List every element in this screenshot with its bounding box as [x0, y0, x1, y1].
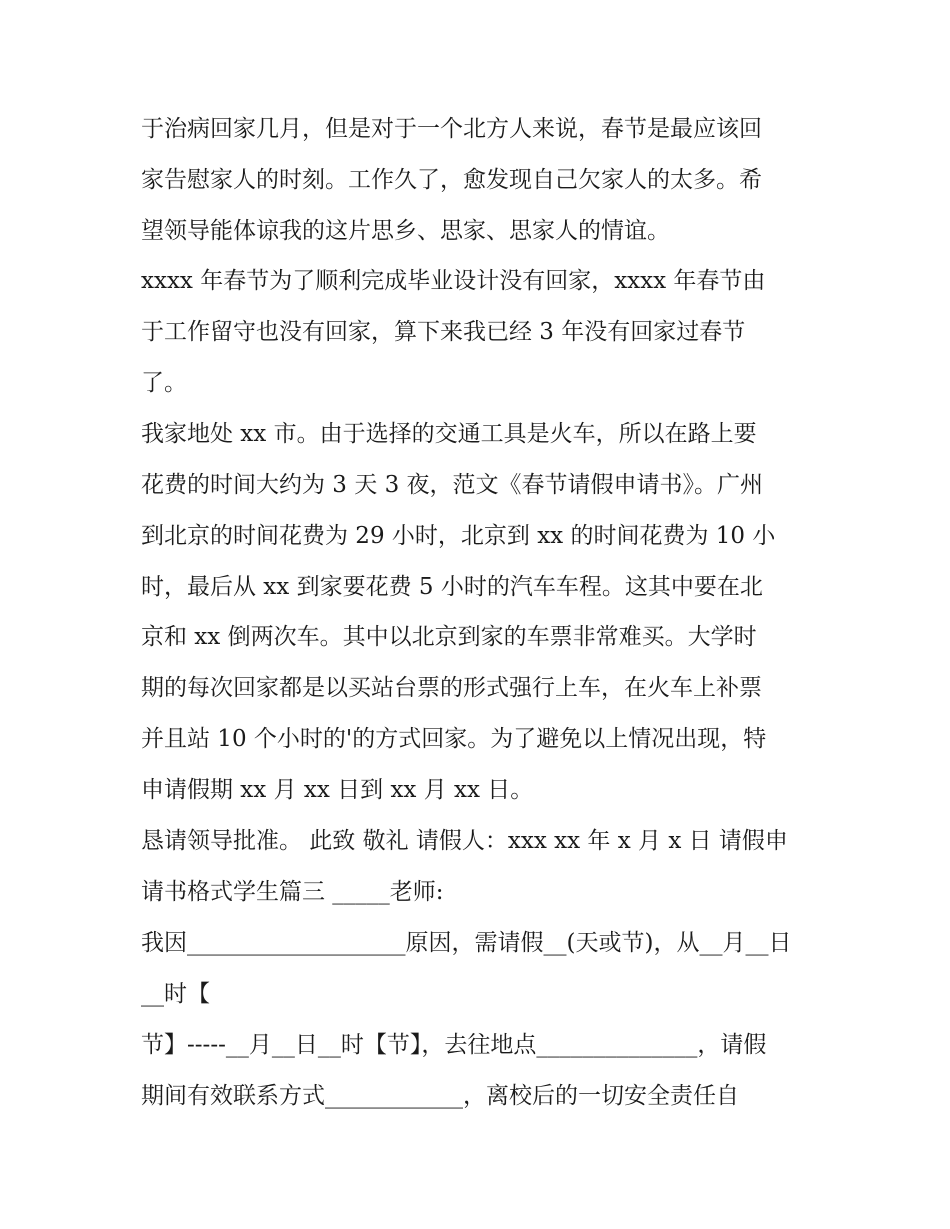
- text-line: 期的每次回家都是以买站台票的形式强行上车，在火车上补票: [141, 675, 762, 701]
- text-line: __时【: [141, 981, 210, 1007]
- text-line: 于治病回家几月，但是对于一个北方人来说，春节是最应该回: [141, 116, 762, 142]
- text-line: 家告慰家人的时刻。工作久了，愈发现自己欠家人的太多。希: [141, 167, 762, 193]
- text-line: 时，最后从 xx 到家要花费 5 小时的汽车车程。这其中要在北: [141, 574, 763, 600]
- text-line: 花费的时间大约为 3 天 3 夜，范文《春节请假申请书》。广州: [141, 472, 764, 498]
- text-line: 了。: [141, 370, 187, 396]
- text-line: 申请假期 xx 月 xx 日到 xx 月 xx 日。: [141, 777, 534, 803]
- text-line: 我家地处 xx 市。由于选择的交通工具是火车，所以在路上要: [141, 421, 757, 447]
- text-line: 我因___________________原因，需请假__(天或节)，从__月__日: [141, 930, 792, 956]
- text-line: 京和 xx 倒两次车。其中以北京到家的车票非常难买。大学时: [141, 624, 757, 650]
- text-line: 期间有效联系方式____________，离校后的一切安全责任自: [141, 1083, 739, 1109]
- text-line: 节】-----__月__日__时【节】，去往地点______________，请假: [141, 1032, 767, 1058]
- text-line: 于工作留守也没有回家，算下来我已经 3 年没有回家过春节: [141, 319, 746, 345]
- text-line: 恳请领导批准。 此致 敬礼 请假人：xxx xx 年 x 月 x 日 请假申: [141, 828, 788, 854]
- text-line: 到北京的时间花费为 29 小时，北京到 xx 的时间花费为 10 小: [141, 523, 776, 549]
- text-line: 望领导能体谅我的这片思乡、思家、思家人的情谊。: [141, 218, 670, 244]
- text-line: 并且站 10 个小时的'的方式回家。为了避免以上情况出现，特: [141, 726, 767, 752]
- text-line: 请书格式学生篇三 _____老师:: [141, 879, 444, 905]
- text-line: xxxx 年春节为了顺利完成毕业设计没有回家，xxxx 年春节由: [141, 268, 766, 294]
